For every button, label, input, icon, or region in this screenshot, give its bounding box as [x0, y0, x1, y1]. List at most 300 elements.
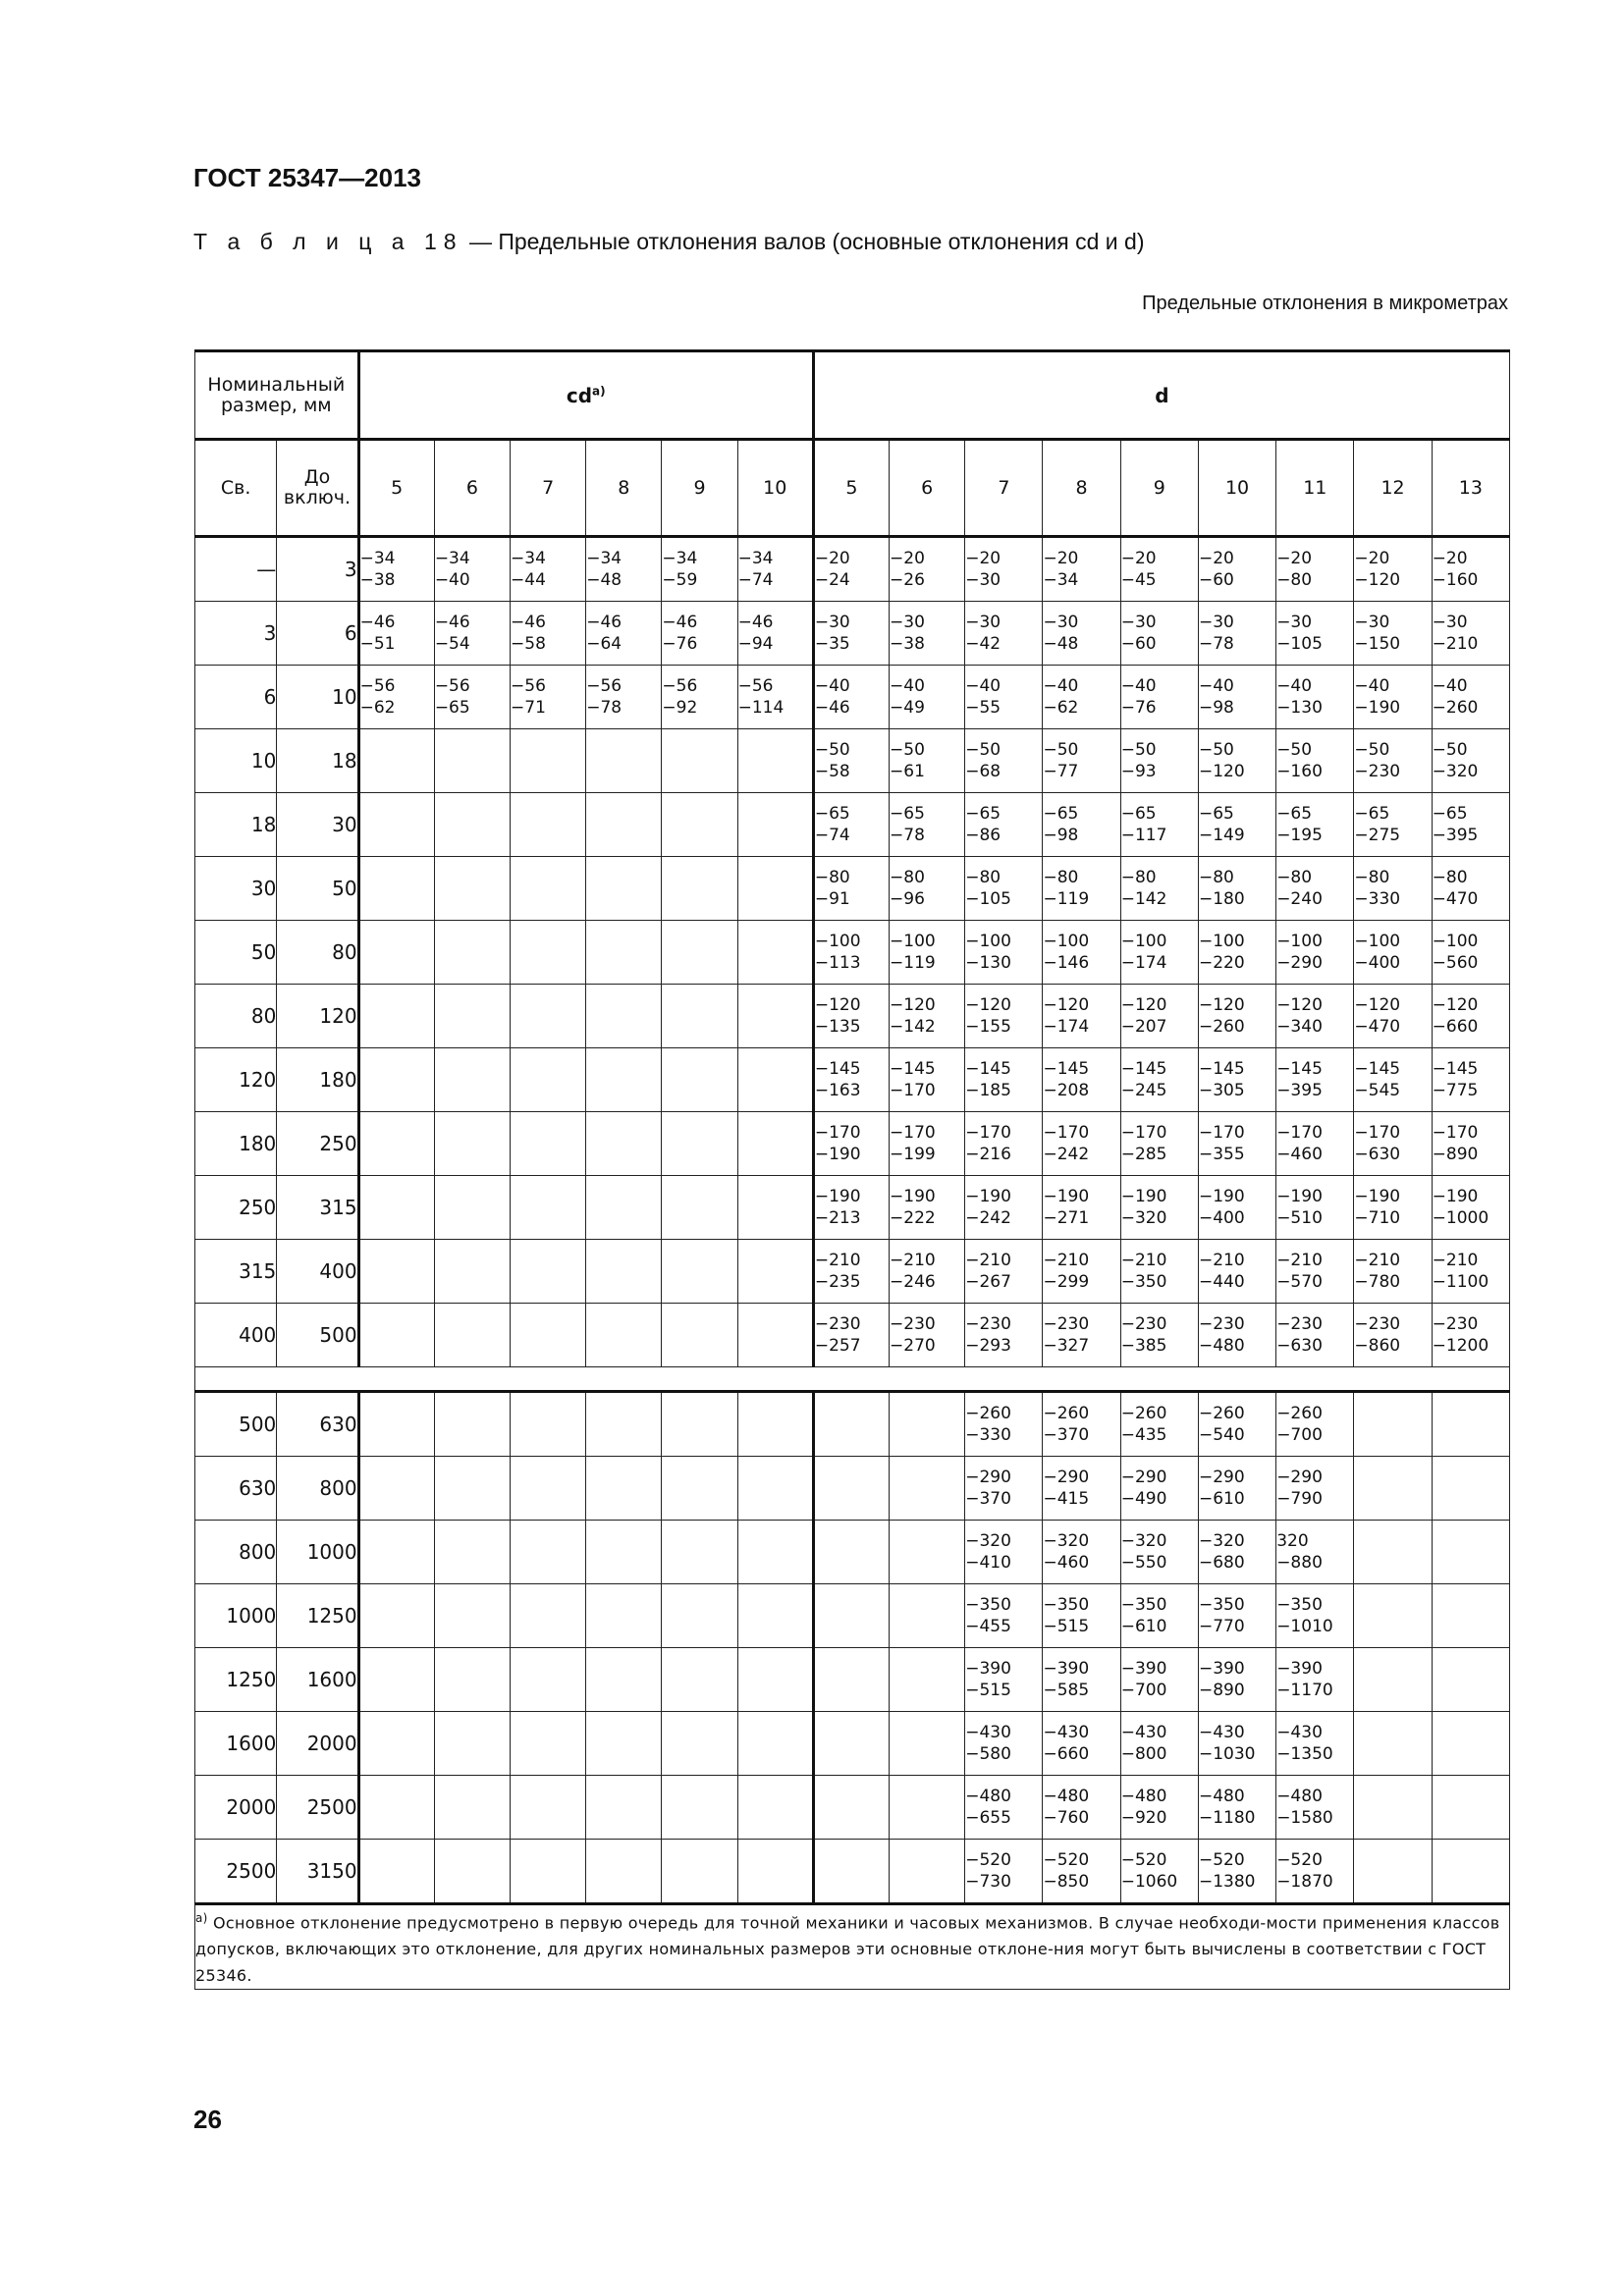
- cd-value-cell: [511, 602, 586, 666]
- table-row: [195, 921, 1510, 985]
- d-value-cell: [890, 1176, 965, 1240]
- size-upto-cell: 630: [277, 1392, 358, 1457]
- size-over-cell: 180: [195, 1112, 277, 1176]
- d-grade-header: 5: [813, 440, 889, 537]
- upper-deviation: −20: [1276, 549, 1313, 568]
- cd-value-cell: [662, 1112, 737, 1176]
- lower-deviation: −163: [814, 1081, 861, 1100]
- d-value-cell: [965, 1392, 1043, 1457]
- upper-deviation: −480: [1276, 1787, 1323, 1806]
- upper-deviation: −30: [965, 613, 1001, 632]
- lower-deviation: −480: [1198, 1336, 1245, 1356]
- d-value-cell: [965, 1176, 1043, 1240]
- size-upto-cell: 1600: [277, 1648, 358, 1712]
- upper-deviation: −46: [359, 613, 396, 632]
- cd-value-cell: [737, 857, 813, 921]
- d-value-cell: [1354, 793, 1432, 857]
- d-value-cell: [1276, 1521, 1354, 1584]
- upper-deviation: −80: [814, 868, 850, 887]
- upper-deviation: −145: [814, 1059, 861, 1079]
- lower-deviation: −270: [890, 1336, 936, 1356]
- cd-value-cell: [737, 1840, 813, 1904]
- lower-deviation: −96: [890, 889, 925, 909]
- d-value-cell: [1120, 729, 1198, 793]
- d-value-cell: [813, 1304, 889, 1367]
- cd-value-cell: [511, 1840, 586, 1904]
- upper-deviation: −230: [1043, 1314, 1090, 1334]
- upper-deviation: −65: [1354, 804, 1390, 824]
- table-row: [195, 1521, 1510, 1584]
- d-value-cell: [1354, 1712, 1432, 1776]
- lower-deviation: −78: [1198, 634, 1234, 654]
- lower-deviation: −630: [1276, 1336, 1323, 1356]
- d-value-cell: [1354, 1240, 1432, 1304]
- d-value-cell: [813, 921, 889, 985]
- cd-value-cell: [586, 1712, 662, 1776]
- lower-deviation: −48: [586, 570, 623, 590]
- d-value-cell: [1354, 921, 1432, 985]
- cd-value-cell: [586, 1048, 662, 1112]
- lower-deviation: −460: [1043, 1553, 1090, 1573]
- d-value-cell: [1120, 1584, 1198, 1648]
- d-value-cell: [1354, 1457, 1432, 1521]
- upper-deviation: −30: [890, 613, 925, 632]
- d-value-cell: [965, 921, 1043, 985]
- upper-deviation: −190: [814, 1187, 861, 1206]
- lower-deviation: −327: [1043, 1336, 1090, 1356]
- cd-value-cell: [434, 1392, 510, 1457]
- d-value-cell: [965, 1048, 1043, 1112]
- lower-deviation: −105: [965, 889, 1011, 909]
- cd-value-cell: [511, 1304, 586, 1367]
- upper-deviation: −120: [1432, 995, 1479, 1015]
- cd-value-cell: [358, 537, 434, 602]
- upper-deviation: −50: [1043, 740, 1079, 760]
- upper-deviation: −40: [1198, 676, 1234, 696]
- lower-deviation: −208: [1043, 1081, 1090, 1100]
- lower-deviation: −135: [814, 1017, 861, 1037]
- d-value-cell: [1432, 666, 1509, 729]
- d-value-cell: [1198, 921, 1275, 985]
- lower-deviation: −370: [1043, 1425, 1090, 1445]
- d-value-cell: [1354, 1584, 1432, 1648]
- d-value-cell: [1276, 793, 1354, 857]
- lower-deviation: −40: [434, 570, 470, 590]
- d-value-cell: [1043, 1240, 1120, 1304]
- lower-deviation: −62: [359, 698, 396, 718]
- cd-value-cell: [434, 1457, 510, 1521]
- lower-deviation: −65: [434, 698, 470, 718]
- units-note: Предельные отклонения в микрометрах: [1142, 293, 1508, 314]
- lower-deviation: −350: [1120, 1272, 1167, 1292]
- size-over-cell: —: [195, 537, 277, 602]
- cd-value-cell: [434, 921, 510, 985]
- d-value-cell: [965, 793, 1043, 857]
- upper-deviation: 320: [1276, 1531, 1309, 1551]
- d-value-cell: [890, 1712, 965, 1776]
- d-value-cell: [890, 1112, 965, 1176]
- lower-deviation: −68: [965, 762, 1001, 781]
- cd-value-cell: [358, 1584, 434, 1648]
- upper-deviation: −290: [965, 1468, 1011, 1487]
- upper-deviation: −50: [1432, 740, 1468, 760]
- cd-value-cell: [358, 666, 434, 729]
- upper-deviation: −65: [1432, 804, 1468, 824]
- lower-deviation: −170: [890, 1081, 936, 1100]
- upper-deviation: −30: [1276, 613, 1313, 632]
- d-value-cell: [813, 1240, 889, 1304]
- d-value-cell: [965, 1840, 1043, 1904]
- cd-grade-header: 5: [358, 440, 434, 537]
- lower-deviation: −98: [1198, 698, 1234, 718]
- table-row: [195, 729, 1510, 793]
- upper-deviation: −230: [1276, 1314, 1323, 1334]
- size-over-cell: 80: [195, 985, 277, 1048]
- table-row: [195, 1240, 1510, 1304]
- d-value-cell: [1432, 1584, 1509, 1648]
- upper-deviation: −170: [890, 1123, 936, 1143]
- d-value-cell: [813, 729, 889, 793]
- table-row: [195, 666, 1510, 729]
- table-row: [195, 793, 1510, 857]
- cd-grade-header: 8: [586, 440, 662, 537]
- upper-deviation: −65: [1198, 804, 1234, 824]
- d-value-cell: [1043, 729, 1120, 793]
- upper-deviation: −230: [1354, 1314, 1401, 1334]
- lower-deviation: −370: [965, 1489, 1011, 1509]
- lower-deviation: −290: [1276, 953, 1323, 973]
- size-over-cell: 30: [195, 857, 277, 921]
- upper-deviation: −65: [1276, 804, 1313, 824]
- lower-deviation: −550: [1120, 1553, 1167, 1573]
- d-value-cell: [890, 985, 965, 1048]
- upper-deviation: −480: [1120, 1787, 1167, 1806]
- cd-value-cell: [586, 1776, 662, 1840]
- cd-value-cell: [662, 1304, 737, 1367]
- d-value-cell: [1198, 985, 1275, 1048]
- cd-value-cell: [358, 1776, 434, 1840]
- upper-deviation: −480: [965, 1787, 1011, 1806]
- d-value-cell: [1432, 1048, 1509, 1112]
- lower-deviation: −246: [890, 1272, 936, 1292]
- d-value-cell: [1432, 1176, 1509, 1240]
- table-row: [195, 1392, 1510, 1457]
- lower-deviation: −130: [1276, 698, 1323, 718]
- upper-deviation: −20: [814, 549, 850, 568]
- cd-value-cell: [358, 985, 434, 1048]
- page-number: 26: [193, 2105, 222, 2134]
- caption-label: Т а б л и ц а 18: [193, 229, 463, 254]
- lower-deviation: −51: [359, 634, 396, 654]
- upper-deviation: −145: [1432, 1059, 1479, 1079]
- upper-deviation: −100: [1198, 932, 1245, 951]
- document-code: ГОСТ 25347—2013: [193, 163, 421, 192]
- lower-deviation: −105: [1276, 634, 1323, 654]
- d-value-cell: [965, 1776, 1043, 1840]
- d-value-cell: [1276, 1584, 1354, 1648]
- d-value-cell: [813, 1584, 889, 1648]
- cd-value-cell: [586, 793, 662, 857]
- d-grade-header: 13: [1432, 440, 1509, 537]
- lower-deviation: −44: [511, 570, 546, 590]
- d-value-cell: [813, 1521, 889, 1584]
- d-value-cell: [1043, 1176, 1120, 1240]
- d-value-cell: [890, 921, 965, 985]
- lower-deviation: −267: [965, 1272, 1011, 1292]
- cd-value-cell: [358, 1304, 434, 1367]
- lower-deviation: −610: [1198, 1489, 1245, 1509]
- cd-value-cell: [434, 1240, 510, 1304]
- d-value-cell: [1198, 1840, 1275, 1904]
- upper-deviation: −260: [1276, 1404, 1323, 1423]
- lower-deviation: −410: [965, 1553, 1011, 1573]
- d-value-cell: [1432, 1240, 1509, 1304]
- d-value-cell: [1432, 985, 1509, 1048]
- size-over-cell: 1600: [195, 1712, 277, 1776]
- lower-deviation: −160: [1276, 762, 1323, 781]
- cd-value-cell: [434, 729, 510, 793]
- cd-value-cell: [434, 1112, 510, 1176]
- upper-deviation: −260: [1120, 1404, 1167, 1423]
- size-over-cell: 1250: [195, 1648, 277, 1712]
- cd-value-cell: [737, 1584, 813, 1648]
- lower-deviation: −545: [1354, 1081, 1401, 1100]
- d-value-cell: [1120, 1840, 1198, 1904]
- lower-deviation: −91: [814, 889, 850, 909]
- d-value-cell: [1198, 1304, 1275, 1367]
- lower-deviation: −180: [1198, 889, 1245, 909]
- size-over-cell: 1000: [195, 1584, 277, 1648]
- d-value-cell: [813, 666, 889, 729]
- lower-deviation: −242: [1043, 1145, 1090, 1164]
- upper-deviation: −210: [965, 1251, 1011, 1270]
- cd-value-cell: [737, 1048, 813, 1112]
- lower-deviation: −120: [1198, 762, 1245, 781]
- cd-value-cell: [662, 921, 737, 985]
- cd-value-cell: [434, 666, 510, 729]
- upper-deviation: −120: [1120, 995, 1167, 1015]
- d-value-cell: [890, 1457, 965, 1521]
- d-value-cell: [813, 1776, 889, 1840]
- cd-value-cell: [511, 921, 586, 985]
- d-value-cell: [890, 666, 965, 729]
- lower-deviation: −470: [1354, 1017, 1401, 1037]
- cd-value-cell: [662, 1521, 737, 1584]
- upper-deviation: −20: [1198, 549, 1234, 568]
- lower-deviation: −880: [1276, 1553, 1323, 1573]
- d-value-cell: [1354, 1840, 1432, 1904]
- cd-value-cell: [358, 1521, 434, 1584]
- d-value-cell: [1043, 921, 1120, 985]
- upper-deviation: −390: [1198, 1659, 1245, 1679]
- cd-grade-header: 10: [737, 440, 813, 537]
- cd-value-cell: [434, 1048, 510, 1112]
- upper-deviation: −120: [965, 995, 1011, 1015]
- upper-deviation: −34: [586, 549, 623, 568]
- lower-deviation: −385: [1120, 1336, 1167, 1356]
- d-value-cell: [1043, 1712, 1120, 1776]
- lower-deviation: −190: [814, 1145, 861, 1164]
- upper-deviation: −80: [1276, 868, 1313, 887]
- d-value-cell: [1043, 1457, 1120, 1521]
- upper-deviation: −56: [586, 676, 623, 696]
- d-value-cell: [813, 1112, 889, 1176]
- lower-deviation: −117: [1120, 826, 1167, 845]
- lower-deviation: −275: [1354, 826, 1401, 845]
- d-value-cell: [1354, 985, 1432, 1048]
- upper-deviation: −30: [1198, 613, 1234, 632]
- cd-value-cell: [511, 1048, 586, 1112]
- lower-deviation: −660: [1432, 1017, 1479, 1037]
- upper-deviation: −120: [890, 995, 936, 1015]
- lower-deviation: −54: [434, 634, 470, 654]
- d-value-cell: [890, 1521, 965, 1584]
- size-over-cell: 800: [195, 1521, 277, 1584]
- d-value-cell: [1198, 857, 1275, 921]
- upper-deviation: −145: [1043, 1059, 1090, 1079]
- d-value-cell: [1120, 666, 1198, 729]
- size-upto-cell: 3150: [277, 1840, 358, 1904]
- lower-deviation: −235: [814, 1272, 861, 1292]
- lower-deviation: −515: [965, 1681, 1011, 1700]
- d-value-cell: [1043, 1840, 1120, 1904]
- upper-deviation: −170: [1432, 1123, 1479, 1143]
- lower-deviation: −1060: [1120, 1872, 1178, 1892]
- upper-deviation: −120: [1043, 995, 1090, 1015]
- upper-deviation: −100: [1354, 932, 1401, 951]
- upper-deviation: −80: [1120, 868, 1157, 887]
- d-value-cell: [965, 857, 1043, 921]
- cd-value-cell: [434, 857, 510, 921]
- size-over-cell: 630: [195, 1457, 277, 1521]
- cd-value-cell: [662, 793, 737, 857]
- lower-deviation: −55: [965, 698, 1001, 718]
- d-value-cell: [1276, 729, 1354, 793]
- d-value-cell: [1432, 537, 1509, 602]
- lower-deviation: −1100: [1432, 1272, 1489, 1292]
- d-value-cell: [1354, 1776, 1432, 1840]
- d-value-cell: [1043, 793, 1120, 857]
- d-value-cell: [1432, 1648, 1509, 1712]
- lower-deviation: −142: [1120, 889, 1167, 909]
- upper-deviation: −210: [1043, 1251, 1090, 1270]
- d-value-cell: [1276, 985, 1354, 1048]
- upper-deviation: −50: [1354, 740, 1390, 760]
- cd-value-cell: [737, 1304, 813, 1367]
- upper-deviation: −210: [1432, 1251, 1479, 1270]
- upper-deviation: −260: [1043, 1404, 1090, 1423]
- d-value-cell: [965, 1457, 1043, 1521]
- cd-value-cell: [737, 1648, 813, 1712]
- d-value-cell: [965, 1521, 1043, 1584]
- lower-deviation: −630: [1354, 1145, 1401, 1164]
- d-value-cell: [1354, 1392, 1432, 1457]
- d-value-cell: [1120, 1304, 1198, 1367]
- d-value-cell: [1354, 537, 1432, 602]
- cd-value-cell: [662, 1584, 737, 1648]
- upper-deviation: −230: [890, 1314, 936, 1334]
- lower-deviation: −199: [890, 1145, 936, 1164]
- lower-deviation: −86: [965, 826, 1001, 845]
- upper-deviation: −34: [359, 549, 396, 568]
- upper-deviation: −46: [511, 613, 546, 632]
- d-value-cell: [1198, 729, 1275, 793]
- d-value-cell: [1198, 1457, 1275, 1521]
- cd-value-cell: [434, 1304, 510, 1367]
- d-value-cell: [1432, 602, 1509, 666]
- cd-value-cell: [662, 857, 737, 921]
- d-value-cell: [965, 1712, 1043, 1776]
- lower-deviation: −299: [1043, 1272, 1090, 1292]
- upper-deviation: −290: [1276, 1468, 1323, 1487]
- lower-deviation: −220: [1198, 953, 1245, 973]
- cd-value-cell: [586, 857, 662, 921]
- d-value-cell: [813, 537, 889, 602]
- upper-deviation: −230: [1120, 1314, 1167, 1334]
- cd-value-cell: [737, 1776, 813, 1840]
- lower-deviation: −800: [1120, 1744, 1167, 1764]
- cd-value-cell: [511, 1776, 586, 1840]
- lower-deviation: −490: [1120, 1489, 1167, 1509]
- upper-deviation: −230: [1198, 1314, 1245, 1334]
- cd-value-cell: [662, 985, 737, 1048]
- cd-value-cell: [737, 666, 813, 729]
- lower-deviation: −174: [1043, 1017, 1090, 1037]
- d-value-cell: [890, 1240, 965, 1304]
- upper-deviation: −190: [1198, 1187, 1245, 1206]
- d-value-cell: [1276, 1304, 1354, 1367]
- size-upto-cell: 1250: [277, 1584, 358, 1648]
- lower-deviation: −770: [1198, 1617, 1245, 1636]
- cd-value-cell: [662, 666, 737, 729]
- lower-deviation: −114: [737, 698, 785, 718]
- upper-deviation: −80: [965, 868, 1001, 887]
- caption-text: — Предельные отклонения валов (основные отклонения cd и d): [462, 229, 1145, 254]
- upper-deviation: −34: [434, 549, 470, 568]
- upper-deviation: −80: [1354, 868, 1390, 887]
- lower-deviation: −1580: [1276, 1808, 1333, 1828]
- lower-deviation: −860: [1354, 1336, 1401, 1356]
- size-upto-cell: 18: [277, 729, 358, 793]
- d-value-cell: [1120, 857, 1198, 921]
- cd-value-cell: [662, 1048, 737, 1112]
- d-value-cell: [1276, 1392, 1354, 1457]
- d-grade-header: 7: [965, 440, 1043, 537]
- upper-deviation: −170: [965, 1123, 1011, 1143]
- upper-deviation: −520: [1198, 1850, 1245, 1870]
- d-value-cell: [1276, 1112, 1354, 1176]
- cd-value-cell: [737, 1176, 813, 1240]
- d-value-cell: [890, 1392, 965, 1457]
- lower-deviation: −260: [1432, 698, 1479, 718]
- upper-deviation: −430: [965, 1723, 1011, 1742]
- d-value-cell: [1354, 1048, 1432, 1112]
- d-value-cell: [813, 1840, 889, 1904]
- d-value-cell: [1198, 793, 1275, 857]
- upper-deviation: −520: [1043, 1850, 1090, 1870]
- upper-deviation: −190: [890, 1187, 936, 1206]
- lower-deviation: −1030: [1198, 1744, 1256, 1764]
- upper-deviation: −40: [814, 676, 850, 696]
- lower-deviation: −185: [965, 1081, 1011, 1100]
- d-value-cell: [1120, 537, 1198, 602]
- d-value-cell: [965, 537, 1043, 602]
- footnote-text: Основное отклонение предусмотрено в первую очередь для точной механики и часовых механизмов. В случае необходи-мости применения классов допусков, включающих это отклонение, для других номинальных размеров эти основные отклоне-ния могут быть вычислены в соответствии с ГОСТ 25346.: [195, 1913, 1500, 1986]
- size-upto-cell: 180: [277, 1048, 358, 1112]
- d-value-cell: [1354, 1176, 1432, 1240]
- d-value-cell: [1120, 985, 1198, 1048]
- d-value-cell: [1354, 857, 1432, 921]
